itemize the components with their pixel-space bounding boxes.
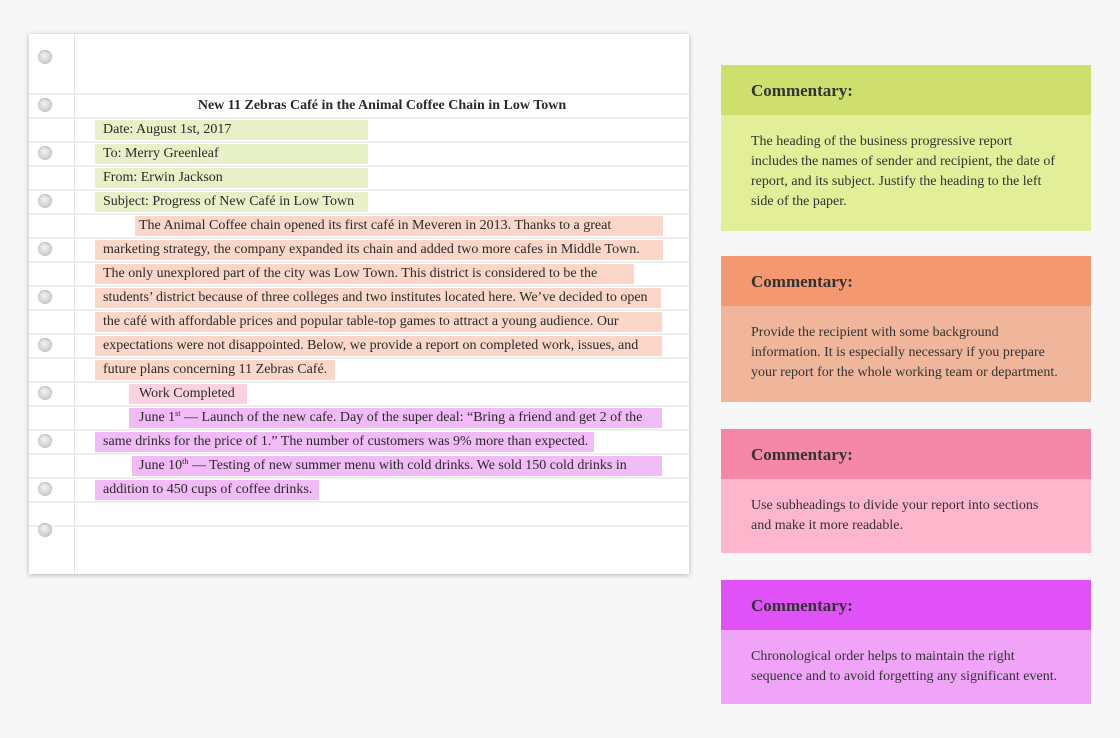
subheading-line <box>29 382 689 406</box>
commentary-title: Commentary: <box>721 256 1091 306</box>
intro-line <box>29 214 689 238</box>
event-text: — Launch of the new cafe. Day of the super deal: “Bring a friend and get 2 of the <box>180 410 643 425</box>
commentary-text: Use subheadings to divide your report into sections and make it more readable. <box>721 479 1091 553</box>
commentary-background <box>721 256 1091 402</box>
intro-line <box>29 334 689 358</box>
event-june-1 <box>129 408 662 428</box>
commentary-text: Provide the recipient with some background information. It is especially necessary if you prepare your report for the whole working team or department. <box>721 306 1091 402</box>
intro-line <box>29 310 689 334</box>
heading-line <box>29 142 689 166</box>
event-june-10 <box>132 456 662 476</box>
commentary-title: Commentary: <box>721 65 1091 115</box>
event-text: addition to 450 cups of coffee drinks. <box>95 480 319 500</box>
event-text: — Testing of new summer menu with cold drinks. We sold 150 cold drinks in <box>188 458 627 473</box>
commentary-text: Chronological order helps to maintain the right sequence and to avoid forgetting any significant event. <box>721 630 1091 704</box>
intro-text: The only unexplored part of the city was Low Town. This district is considered to be the <box>95 264 634 284</box>
event-date-suffix: st <box>175 409 181 418</box>
intro-text: The Animal Coffee chain opened its first café in Meveren in 2013. Thanks to a great <box>135 216 663 236</box>
event-line <box>29 478 689 502</box>
event-line <box>29 454 689 478</box>
heading-to: To: Merry Greenleaf <box>95 144 368 164</box>
report-title-line <box>29 94 689 118</box>
subheading-work-completed: Work Completed <box>129 384 247 404</box>
heading-line <box>29 190 689 214</box>
commentary-subheadings <box>721 429 1091 553</box>
heading-from: From: Erwin Jackson <box>95 168 368 188</box>
intro-line <box>29 358 689 382</box>
report-title: New 11 Zebras Café in the Animal Coffee Chain in Low Town <box>197 98 567 113</box>
event-date: June 10 <box>139 458 183 473</box>
event-line <box>29 406 689 430</box>
paper-rule <box>29 525 689 527</box>
commentary-heading <box>721 65 1091 231</box>
intro-text: marketing strategy, the company expanded its chain and added two more cafes in Middle Town. <box>95 240 663 260</box>
event-date: June 1 <box>139 410 176 425</box>
report-paper <box>29 34 689 574</box>
heading-subject: Subject: Progress of New Café in Low Town <box>95 192 368 212</box>
commentary-chronology <box>721 580 1091 704</box>
intro-text: future plans concerning 11 Zebras Café. <box>95 360 335 380</box>
commentary-text: The heading of the business progressive report includes the names of sender and recipient, the date of report, and its subject. Justify the heading to the left side of the paper. <box>721 115 1091 231</box>
intro-text: the café with affordable prices and popular table-top games to attract a young audience. Our <box>95 312 662 332</box>
event-line <box>29 430 689 454</box>
binder-hole-icon <box>38 523 52 537</box>
heading-line <box>29 118 689 142</box>
binder-hole-icon <box>38 50 52 64</box>
event-date-suffix: th <box>182 457 189 466</box>
intro-text: expectations were not disappointed. Below, we provide a report on completed work, issues, and <box>95 336 662 356</box>
heading-date: Date: August 1st, 2017 <box>95 120 368 140</box>
event-text: same drinks for the price of 1.” The number of customers was 9% more than expected. <box>95 432 594 452</box>
commentary-title: Commentary: <box>721 580 1091 630</box>
intro-text: students’ district because of three colleges and two institutes located here. We’ve decided to open <box>95 288 661 308</box>
intro-line <box>29 238 689 262</box>
intro-line <box>29 286 689 310</box>
heading-line <box>29 166 689 190</box>
commentary-title: Commentary: <box>721 429 1091 479</box>
intro-line <box>29 262 689 286</box>
